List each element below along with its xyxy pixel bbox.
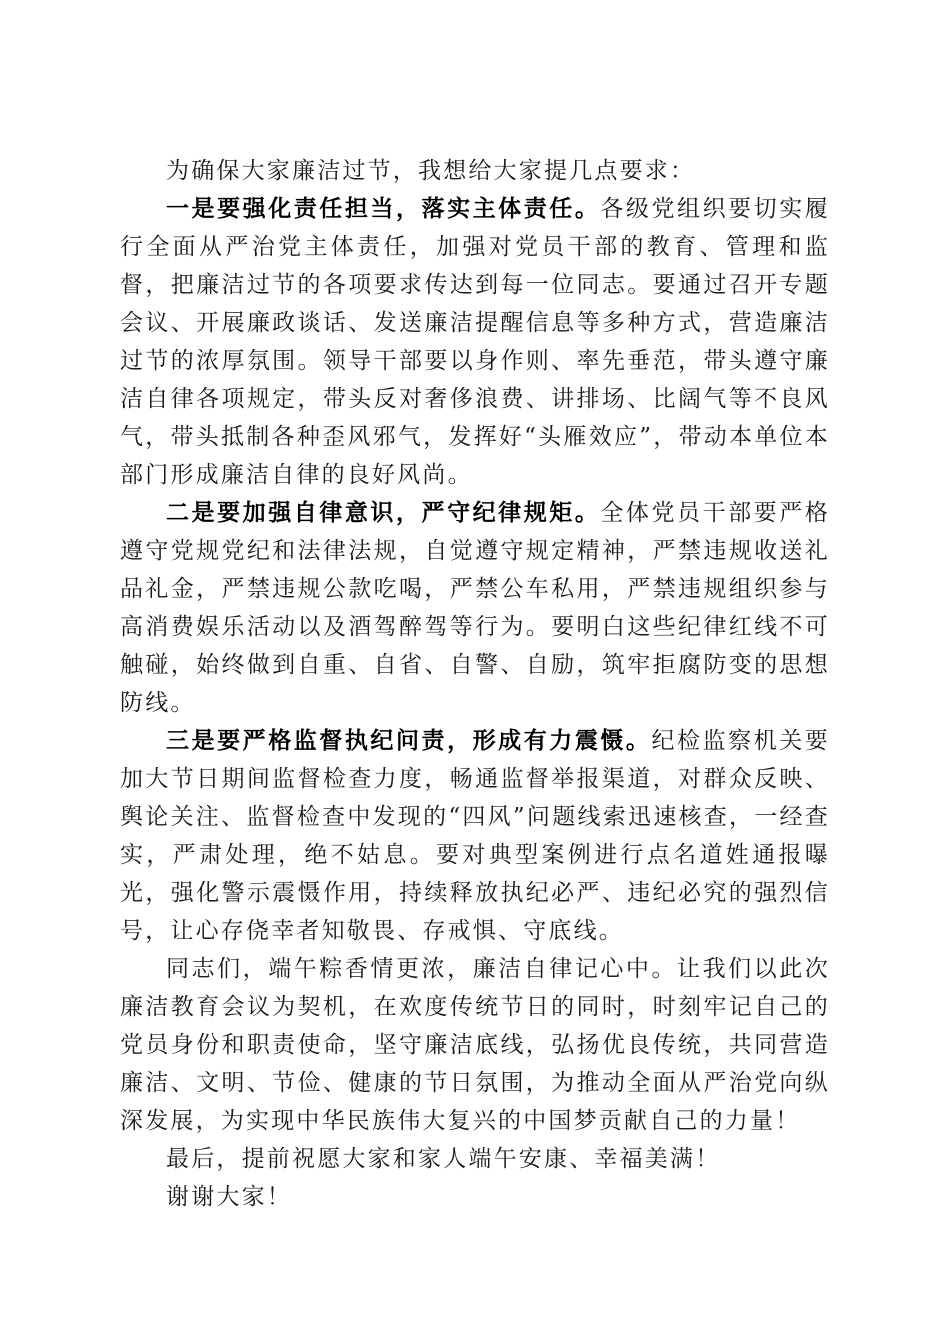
- paragraph-point-2: [120, 494, 830, 722]
- paragraph-wishes: [120, 1140, 830, 1178]
- paragraph-closing: [120, 950, 830, 1140]
- paragraph-point-1: [120, 190, 830, 494]
- paragraph-thanks: [120, 1178, 830, 1216]
- paragraph-text: 同志们，端午粽香情更浓，廉洁自律记心中。让我们以此次廉洁教育会议为契机，在欢度传统节日的同时，时刻牢记自己的党员身份和职责使命，坚守廉洁底线，弘扬优良传统，共同营造廉洁、文明、节俭、健康的节日氛围，为推动全面从严治党向纵深发展，为实现中华民族伟大复兴的中国梦贡献自己的力量！: [120, 956, 830, 1134]
- paragraph-point-3: [120, 722, 830, 950]
- document-body: [120, 152, 830, 1216]
- paragraph-text: 谢谢大家！: [166, 1184, 292, 1210]
- paragraph-lead: 一是要强化责任担当，落实主体责任。: [166, 196, 601, 222]
- paragraph-lead: 二是要加强自律意识，严守纪律规矩。: [166, 500, 601, 526]
- paragraph-text: 各级党组织要切实履行全面从严治党主体责任，加强对党员干部的教育、管理和监督，把廉洁过节的各项要求传达到每一位同志。要通过召开专题会议、开展廉政谈话、发送廉洁提醒信息等多种方式，营造廉洁过节的浓厚氛围。领导干部要以身作则、率先垂范，带头遵守廉洁自律各项规定，带头反对奢侈浪费、讲排场、比阔气等不良风气，带头抵制各种歪风邪气，发挥好“头雁效应”，带动本单位本部门形成廉洁自律的良好风尚。: [120, 196, 830, 488]
- paragraph-text: 最后，提前祝愿大家和家人端午安康、幸福美满！: [166, 1146, 721, 1172]
- paragraph-text: 全体党员干部要严格遵守党规党纪和法律法规，自觉遵守规定精神，严禁违规收送礼品礼金，严禁违规公款吃喝，严禁公车私用，严禁违规组织参与高消费娱乐活动以及酒驾醉驾等行为。要明白这些纪律红线不可触碰，始终做到自重、自省、自警、自励，筑牢拒腐防变的思想防线。: [120, 500, 830, 716]
- paragraph-text: 为确保大家廉洁过节，我想给大家提几点要求：: [166, 158, 696, 184]
- paragraph-intro: [120, 152, 830, 190]
- paragraph-text: 纪检监察机关要加大节日期间监督检查力度，畅通监督举报渠道，对群众反映、舆论关注、监督检查中发现的“四风”问题线索迅速核查，一经查实，严肃处理，绝不姑息。要对典型案例进行点名道姓通报曝光，强化警示震慑作用，持续释放执纪必严、违纪必究的强烈信号，让心存侥幸者知敬畏、存戒惧、守底线。: [120, 728, 830, 944]
- paragraph-lead: 三是要严格监督执纪问责，形成有力震慑。: [166, 728, 652, 754]
